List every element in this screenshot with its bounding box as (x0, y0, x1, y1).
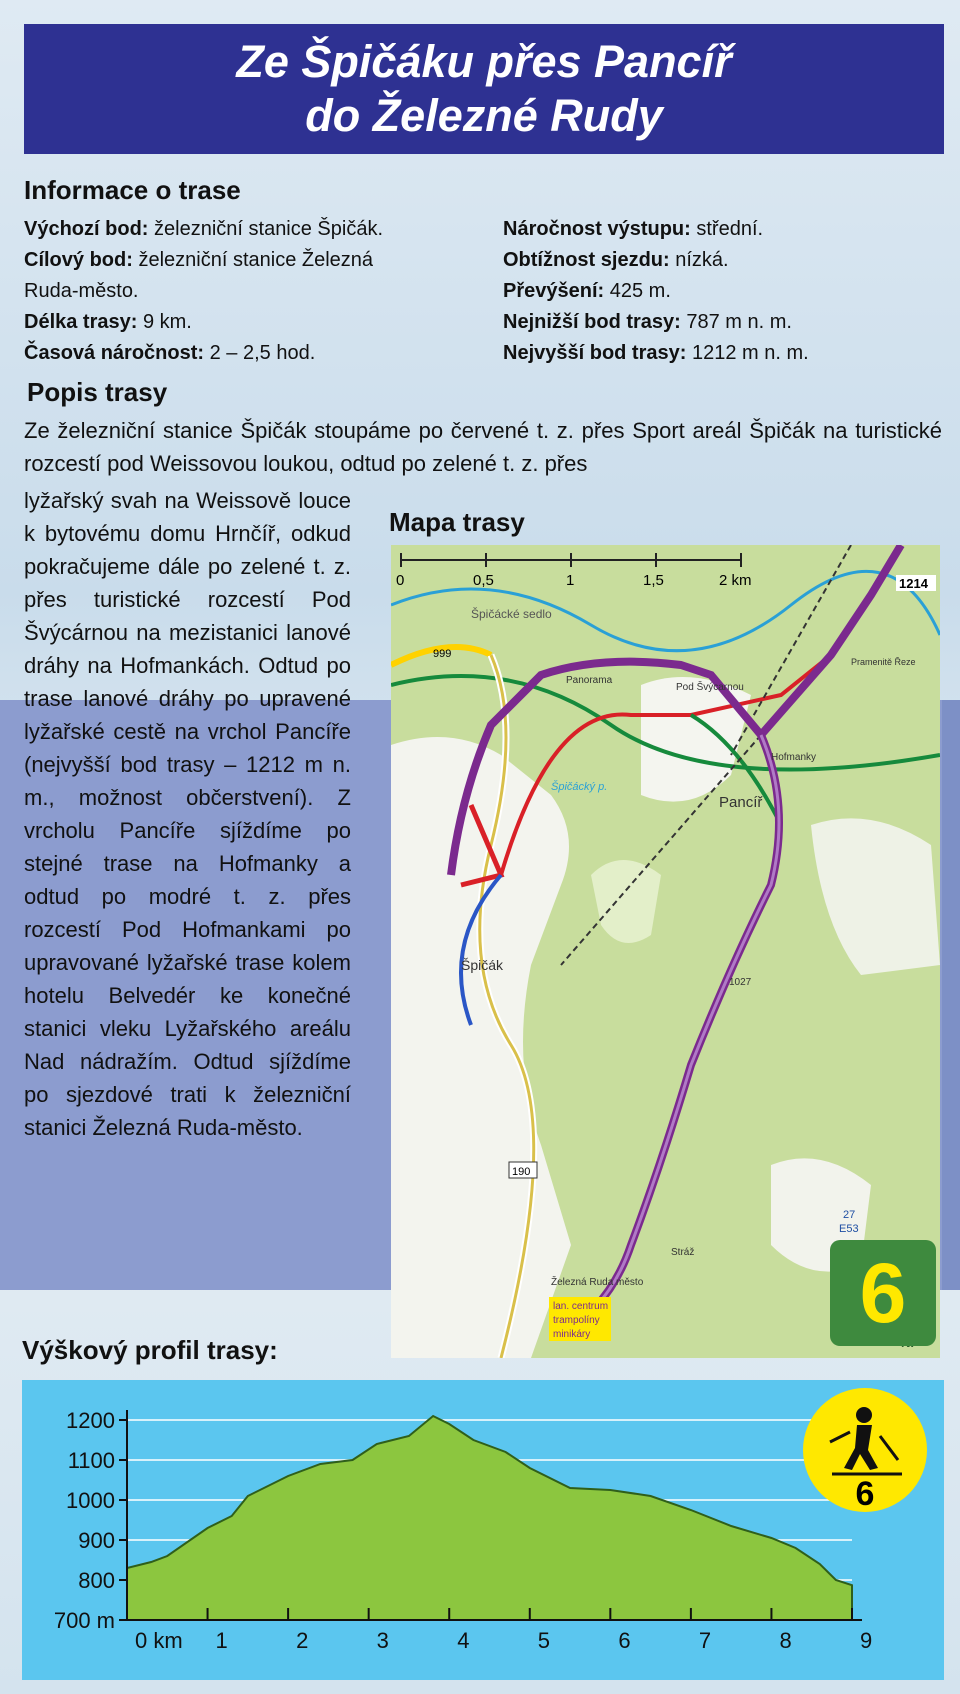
x-tick-label: 5 (537, 1628, 551, 1653)
y-tick-label: 900 (78, 1528, 115, 1553)
place-label: Pancíř (719, 794, 763, 811)
place-label: Panorama (566, 675, 613, 686)
y-tick-label: 700 m (53, 1608, 115, 1633)
background-edge (942, 700, 960, 1290)
x-tick-label: 7 (698, 1628, 712, 1653)
place-label: Špičácké sedlo (471, 607, 552, 621)
scale-label: 0,5 (473, 572, 494, 589)
info-elevation: Převýšení: 425 m. (503, 280, 671, 302)
y-tick-label: 1100 (67, 1448, 115, 1473)
place-label: Pod Švýcarnou (676, 682, 744, 693)
profile-badge-number: 6 (855, 1475, 875, 1513)
road-number: 190 (512, 1166, 531, 1178)
scale-label: 1 (566, 572, 575, 589)
info-lowest: Nejnižší bod trasy: 787 m n. m. (503, 311, 792, 333)
place-label: Stráž (671, 1247, 695, 1258)
x-tick-label: 6 (618, 1628, 631, 1653)
x-tick-label: 9 (860, 1628, 873, 1653)
info-duration: Časová náročnost: 2 – 2,5 hod. (24, 342, 316, 364)
info-left-column (24, 214, 484, 369)
road-number: E53 (839, 1223, 859, 1235)
poi-label: lan. centrum (553, 1301, 609, 1312)
spot-height: 999 (433, 648, 452, 660)
info-length: Délka trasy: 9 km. (24, 311, 192, 333)
scale-label: 1,5 (643, 572, 664, 589)
place-label: Hofmanky (771, 752, 817, 763)
map-heading: Mapa trasy (389, 507, 525, 537)
y-tick-label: 800 (78, 1568, 115, 1593)
x-tick-label: 2 (296, 1628, 309, 1653)
info-highest: Nejvyšší bod trasy: 1212 m n. m. (503, 342, 809, 364)
peak-elevation: 1214 (899, 576, 928, 591)
x-tick-label: 4 (457, 1628, 470, 1653)
x-tick-label: 8 (779, 1628, 792, 1653)
title-line-2: do Železné Rudy (305, 90, 663, 141)
place-label: Špičácký p. (551, 781, 608, 793)
profile-heading: Výškový profil trasy: (22, 1335, 278, 1365)
elevation-profile-chart (22, 1380, 944, 1680)
spot-height: 1027 (729, 977, 752, 988)
info-descent: Obtížnost sjezdu: nízká. (503, 249, 729, 271)
scale-label: 2 km (719, 572, 752, 589)
info-end-cont: Ruda-město. (24, 280, 139, 302)
place-label: Železná Ruda město (551, 1277, 644, 1288)
title-line-1: Ze Špičáku přes Pancíř (236, 36, 732, 87)
road-number: 27 (843, 1209, 856, 1221)
x-tick-label: 3 (376, 1628, 389, 1653)
description-column: lyžařský svah na Weissově louce k bytovému domu Hrnčíř, odkud pokračujeme dále po zelené t. z. přes turistické rozcestí Pod Švýcárnou na mezistanici lanové dráhy na Hofmankách. Odtud po trase lanové dráhy po upravené lyžařské cestě na vrchol Pancíře (nejvyšší bod trasy – 1212 m n. m., možnost občerstvení). Z vrcholu Pancíře sjíždíme po stejné trase na Hofmanky a odtud po modré t. z. přes rozcestí Pod Hofmankami po upravované lyžařské trase kolem hotelu Belvedér ke konečné stanici vleku Lyžařského areálu Nad nádražím. Odtud sjíždíme po sjezdové trati k železniční stanici Železná Ruda-město. (24, 488, 351, 1140)
route-number: 6 (859, 1246, 907, 1340)
poi-label: minikáry (553, 1329, 591, 1340)
route-number-badge (830, 1240, 936, 1346)
place-label: Špičák (461, 957, 504, 973)
info-start: Výchozí bod: železniční stanice Špičák. (24, 218, 384, 240)
info-ascent: Náročnost výstupu: střední. (503, 218, 764, 240)
info-right-column (503, 214, 943, 369)
route-map (391, 545, 940, 1358)
y-tick-label: 1200 (66, 1408, 115, 1433)
info-end: Cílový bod: železniční stanice Železná (24, 249, 374, 271)
description-heading: Popis trasy (27, 377, 168, 407)
place-label: Pramenitě Řeze (851, 657, 916, 667)
description-intro: Ze železniční stanice Špičák stoupáme po červené t. z. přes Sport areál Špičák na turistické rozcestí pod Weissovou loukou, odtud po zelené t. z. přes (24, 418, 942, 476)
scale-label: 0 (396, 572, 405, 589)
title-banner (24, 24, 944, 154)
y-tick-label: 1000 (66, 1488, 115, 1513)
poi-label: trampolíny (553, 1315, 600, 1326)
info-heading: Informace o trase (24, 175, 241, 205)
x-tick-label: 1 (215, 1628, 228, 1653)
x-tick-label: 0 km (135, 1628, 183, 1653)
